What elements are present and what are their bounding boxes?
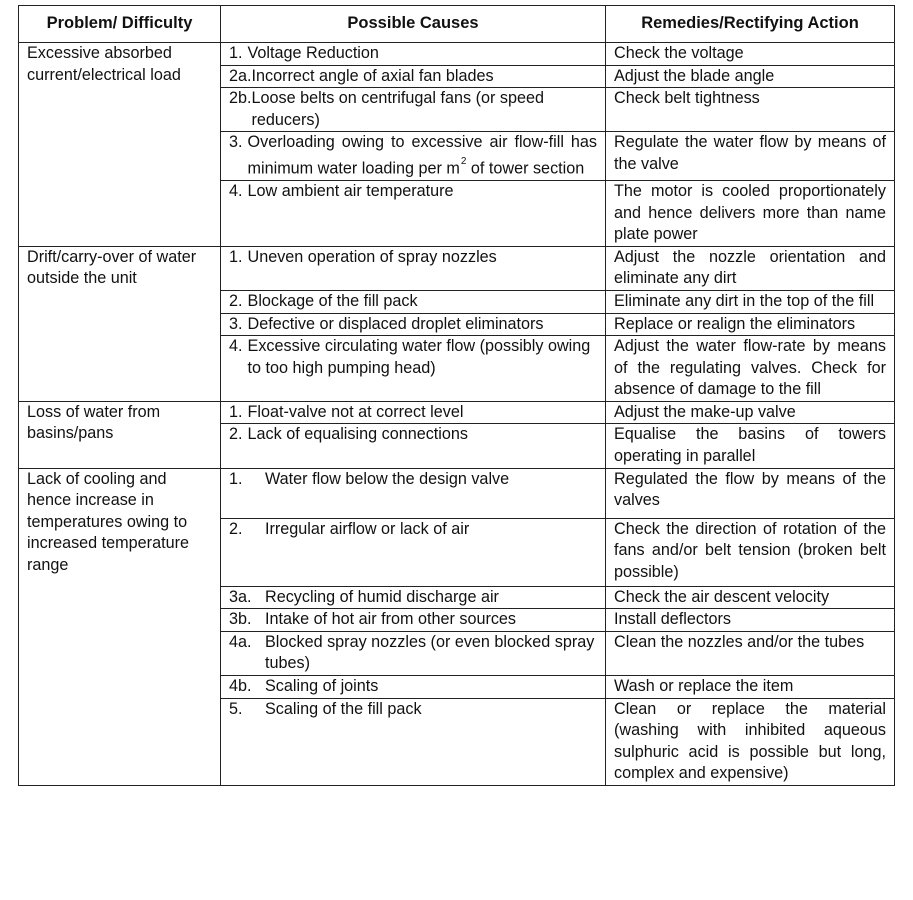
cause-cell: [221, 132, 606, 181]
cause-text: Excessive circulating water flow (possibly owing to too high pumping head): [247, 337, 591, 377]
table-row: [19, 43, 895, 66]
cause-text: Irregular airflow or lack of air: [265, 519, 470, 538]
cause-cell: [221, 290, 606, 313]
cause-number: 2.: [229, 519, 243, 538]
header-row: [19, 6, 895, 43]
cause-number: 4.: [229, 337, 243, 356]
cause-number: 4a.: [229, 632, 252, 651]
table-row: [19, 246, 895, 290]
table-row: [19, 468, 895, 518]
remedy-cell: Check the direction of rotation of the fans and/or belt tension (broken belt possible): [606, 518, 895, 586]
cause-number: 4b.: [229, 677, 252, 696]
cause-text: Blockage of the fill pack: [247, 291, 418, 310]
cause-text: Recycling of humid discharge air: [265, 587, 499, 606]
cause-number: 2b.: [229, 89, 252, 108]
remedy-cell: Install deflectors: [606, 609, 895, 632]
remedy-cell: Wash or replace the item: [606, 676, 895, 699]
remedy-cell: Check the voltage: [606, 43, 895, 66]
cause-text: Scaling of the fill pack: [265, 699, 422, 718]
problem-cell: Lack of cooling and hence increase in temperatures owing to increased temperature range: [19, 468, 221, 785]
cause-number: 1.: [229, 469, 243, 488]
cause-cell: [221, 313, 606, 336]
cause-number: 3.: [229, 314, 243, 333]
cause-text: Intake of hot air from other sources: [265, 610, 517, 629]
cause-cell: [221, 586, 606, 609]
remedy-cell: Check belt tightness: [606, 88, 895, 132]
cause-text: Float-valve not at correct level: [247, 402, 464, 421]
table-row: [19, 401, 895, 424]
cause-cell: [221, 65, 606, 88]
cause-cell: [221, 631, 606, 675]
cause-number: 2.: [229, 291, 243, 310]
cause-number: 5.: [229, 699, 243, 718]
cause-cell: [221, 180, 606, 246]
remedy-cell: Adjust the water flow-rate by means of the regulating valves. Check for absence of damage to the fill: [606, 336, 895, 402]
cause-text: Low ambient air temperature: [247, 181, 454, 200]
cause-number: 3.: [229, 133, 243, 152]
remedy-cell: Adjust the nozzle orientation and eliminate any dirt: [606, 246, 895, 290]
cause-cell: [221, 518, 606, 586]
cause-cell: [221, 336, 606, 402]
cause-cell: [221, 43, 606, 66]
cause-number: 1.: [229, 44, 243, 62]
remedy-cell: Check the air descent velocity: [606, 586, 895, 609]
cause-cell: [221, 401, 606, 424]
remedy-cell: Regulate the water flow by means of the valve: [606, 132, 895, 181]
cause-cell: [221, 676, 606, 699]
cause-text: Blocked spray nozzles (or even blocked spray tubes): [265, 632, 595, 673]
cause-text: Defective or displaced droplet eliminators: [247, 314, 544, 333]
cause-number: 1.: [229, 402, 243, 421]
cause-number: 1.: [229, 247, 243, 266]
remedy-cell: Regulated the flow by means of the valves: [606, 468, 895, 518]
cause-number: 3b.: [229, 610, 252, 629]
remedy-cell: Eliminate any dirt in the top of the fill: [606, 290, 895, 313]
troubleshooting-table: [18, 5, 895, 786]
remedy-cell: Adjust the make-up valve: [606, 401, 895, 424]
remedy-cell: The motor is cooled proportionately and hence delivers more than name plate power: [606, 180, 895, 246]
cause-text: Uneven operation of spray nozzles: [247, 247, 497, 266]
cause-cell: [221, 88, 606, 132]
cause-cell: [221, 468, 606, 518]
cause-cell: [221, 246, 606, 290]
cause-number: 3a.: [229, 587, 252, 606]
cause-text: Lack of equalising connections: [247, 425, 468, 444]
cause-cell: [221, 698, 606, 785]
cause-number: 2.: [229, 425, 243, 444]
cause-cell: [221, 424, 606, 468]
cause-text: Loose belts on centrifugal fans (or speed reducers): [251, 89, 544, 129]
header-causes: Possible Causes: [221, 6, 606, 43]
cause-number: 4.: [229, 181, 243, 200]
cause-text: Voltage Reduction: [247, 44, 379, 62]
remedy-cell: Equalise the basins of towers operating in parallel: [606, 424, 895, 468]
cause-text: Water flow below the design valve: [265, 469, 510, 488]
header-problem: Problem/ Difficulty: [19, 6, 221, 43]
header-remedies: Remedies/Rectifying Action: [606, 6, 895, 43]
problem-cell: Drift/carry-over of water outside the unit: [19, 246, 221, 401]
cause-cell: [221, 609, 606, 632]
remedy-cell: Replace or realign the eliminators: [606, 313, 895, 336]
remedy-cell: Adjust the blade angle: [606, 65, 895, 88]
cause-text: Incorrect angle of axial fan blades: [251, 66, 494, 85]
cause-number: 2a.: [229, 66, 252, 85]
problem-cell: Excessive absorbed current/electrical load: [19, 43, 221, 247]
cause-text: Overloading owing to excessive air flow-fill has minimum water loading per $m^2$ of tower section: [247, 133, 597, 178]
remedy-cell: Clean the nozzles and/or the tubes: [606, 631, 895, 675]
problem-cell: Loss of water from basins/pans: [19, 401, 221, 468]
remedy-cell: Clean or replace the material (washing with inhibited aqueous sulphuric acid is possible but long, complex and expensive): [606, 698, 895, 785]
cause-text: Scaling of joints: [265, 677, 379, 696]
